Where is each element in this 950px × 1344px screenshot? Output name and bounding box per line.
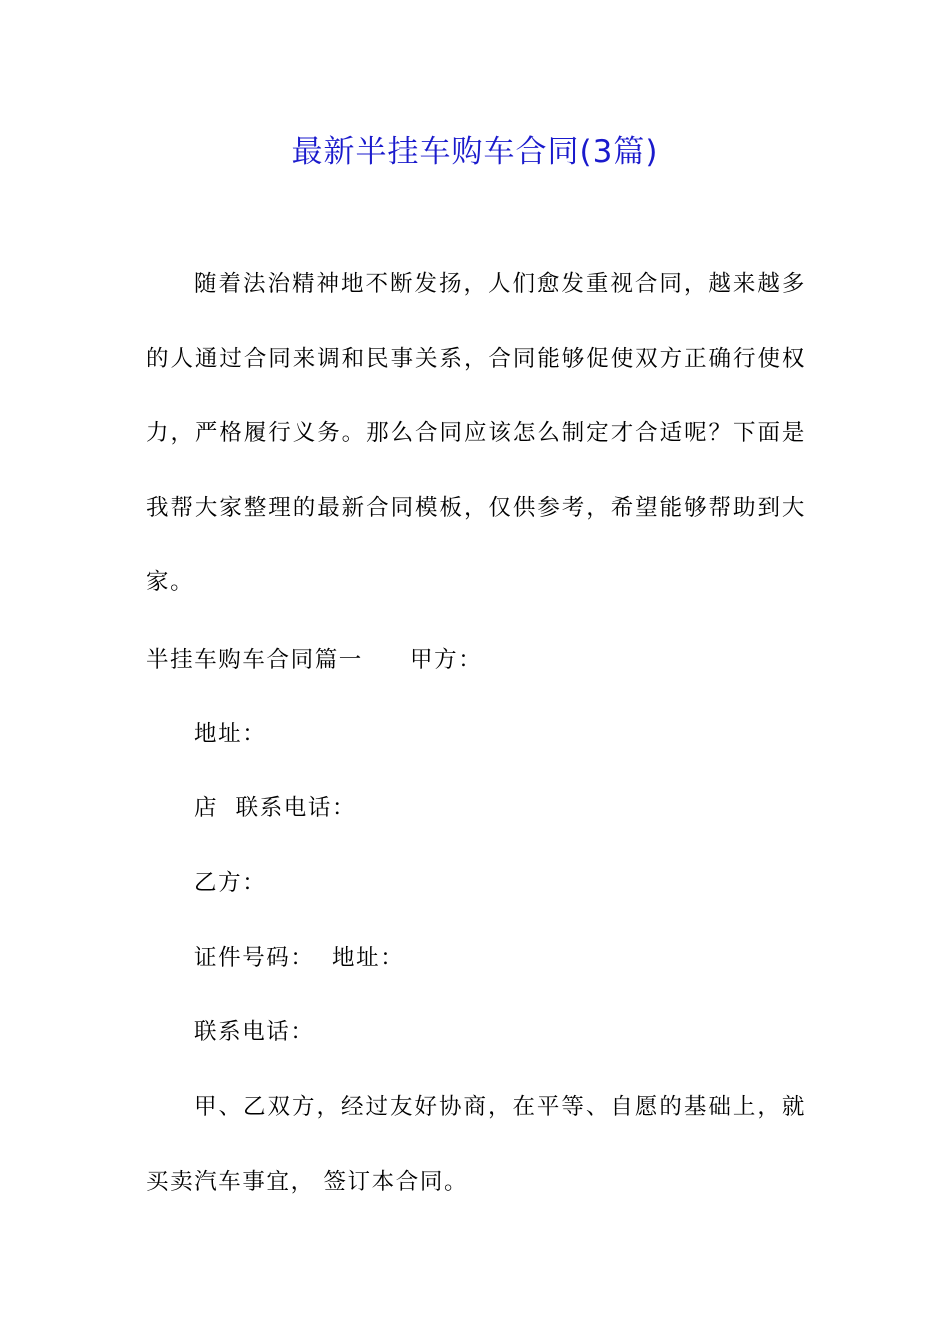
address-label: 地址： (194, 721, 267, 747)
party-b-label: 乙方： (194, 870, 267, 896)
document-title: 最新半挂车购车合同(3篇) (291, 134, 659, 170)
section-heading: 半挂车购车合同篇一 (146, 647, 363, 673)
phone-label: 联系电话： (194, 1019, 315, 1045)
agreement-paragraph: 甲、乙双方，经过友好协商，在平等、自愿的基础上，就买卖汽车事宜， 签订本合同。 (146, 1094, 806, 1195)
intro-paragraph: 随着法治精神地不断发扬，人们愈发重视合同，越来越多的人通过合同来调和民事关系，合同能够促使双方正确行使权力，严格履行义务。那么合同应该怎么制定才合适呢？下面是我帮大家整理的最新合同模板，仅供参考，希望能够帮助到大家。 (146, 271, 806, 595)
party-a-label: 甲方： (410, 647, 483, 673)
shop-phone-label: 店 联系电话： (194, 795, 357, 821)
id-address-label: 证件号码： 地址： (194, 945, 405, 971)
